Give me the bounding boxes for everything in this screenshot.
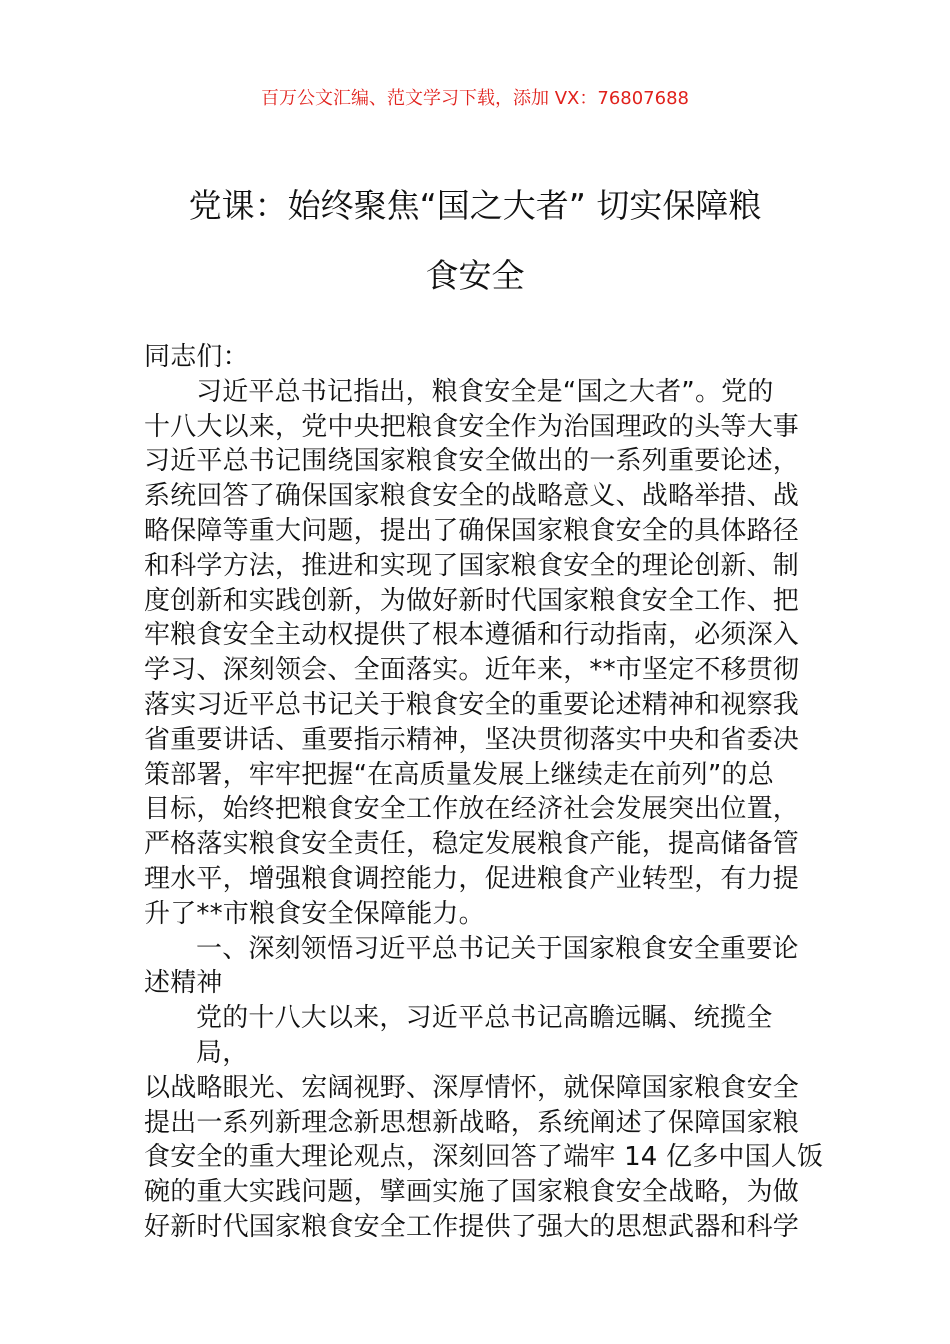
text-line: 度创新和实践创新，为做好新时代国家粮食安全工作、把 (144, 585, 800, 616)
text-line: 以战略眼光、宏阔视野、深厚情怀，就保障国家粮食安全 (144, 1072, 800, 1103)
text-line: 习近平总书记指出，粮食安全是“国之大者”。党的 (196, 376, 774, 407)
text-line: 略保障等重大问题，提出了确保国家粮食安全的具体路径 (144, 515, 800, 546)
text-line: 十八大以来，党中央把粮食安全作为治国理政的头等大事 (144, 411, 800, 442)
text-line: 食安全的重大理论观点，深刻回答了端牢 14 亿多中国人饭 (144, 1142, 824, 1173)
text-line: 学习、深刻领会、全面落实。近年来，**市坚定不移贯彻 (144, 655, 800, 686)
text-line: 和科学方法，推进和实现了国家粮食安全的理论创新、制 (144, 550, 800, 581)
text-line: 提出一系列新理念新思想新战略，系统阐述了保障国家粮 (144, 1107, 800, 1138)
text-line: 策部署，牢牢把握“在高质量发展上继续走在前列”的总 (144, 759, 774, 790)
text-line: 升了**市粮食安全保障能力。 (144, 898, 485, 929)
text-line: 同志们： (144, 342, 249, 372)
text-line: 碗的重大实践问题，擘画实施了国家粮食安全战略，为做 (144, 1177, 800, 1208)
text-line: 述精神 (144, 968, 223, 999)
text-line: 目标，始终把粮食安全工作放在经济社会发展突出位置， (144, 794, 800, 825)
document-title-line-2: 食安全 (425, 256, 525, 295)
text-line: 一、深刻领悟习近平总书记关于国家粮食安全重要论 (196, 933, 799, 964)
watermark-header: 百万公文汇编、范文学习下载，添加 VX：76807688 (261, 88, 689, 109)
text-line: 理水平，增强粮食调控能力，促进粮食产业转型，有力提 (144, 863, 800, 894)
text-line: 系统回答了确保国家粮食安全的战略意义、战略举措、战 (144, 481, 800, 512)
text-line: 落实习近平总书记关于粮食安全的重要论述精神和视察我 (144, 689, 800, 720)
text-line: 习近平总书记围绕国家粮食安全做出的一系列重要论述， (144, 446, 800, 477)
text-line: 好新时代国家粮食安全工作提供了强大的思想武器和科学 (144, 1211, 800, 1242)
document-title-line-1: 党课：始终聚焦“国之大者” 切实保障粮 (188, 186, 762, 225)
document-body (144, 340, 824, 1245)
text-line: 省重要讲话、重要指示精神，坚决贯彻落实中央和省委决 (144, 724, 800, 755)
text-line: 党的十八大以来，习近平总书记高瞻远瞩、统揽全局， (196, 1003, 773, 1068)
text-line: 严格落实粮食安全责任，稳定发展粮食产能，提高储备管 (144, 829, 800, 860)
text-line: 牢粮食安全主动权提供了根本遵循和行动指南，必须深入 (144, 620, 800, 651)
